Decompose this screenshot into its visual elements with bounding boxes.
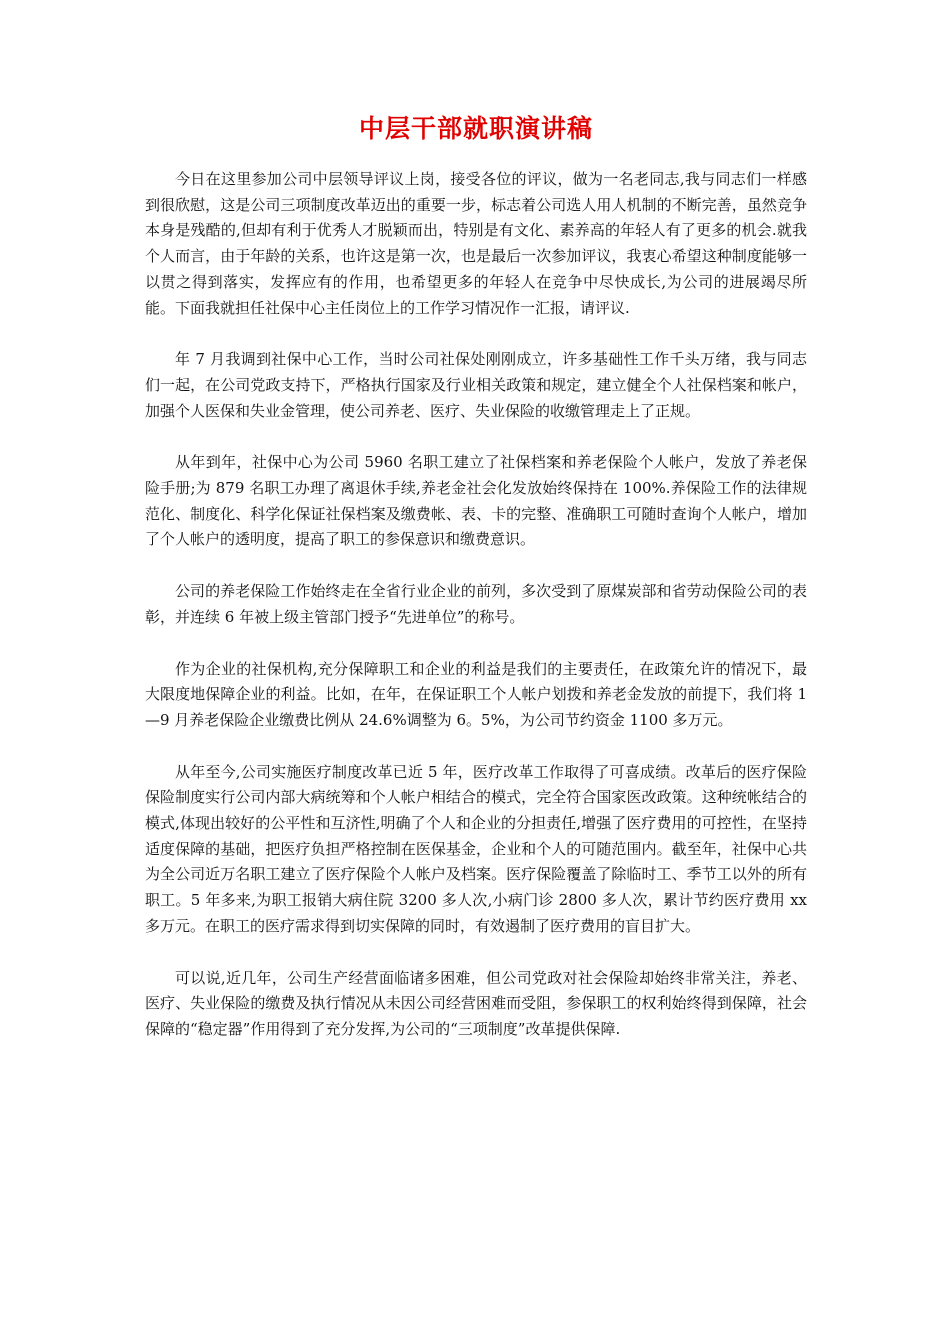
document-page: [145, 0, 807, 1069]
page-title: 中层干部就职演讲稿: [358, 114, 593, 143]
paragraph-2: 年 7 月我调到社保中心工作，当时公司社保处刚刚成立，许多基础性工作千头万绪，我与同志们一起，在公司党政支持下，严格执行国家及行业相关政策和规定，建立健全个人社保档案和帐户，加强个人医保和失业金管理，使公司养老、医疗、失业保险的收缴管理走上了正规。: [145, 350, 807, 420]
paragraph-6: 从年至今,公司实施医疗制度改革已近 5 年，医疗改革工作取得了可喜成绩。改革后的医疗保险保险制度实行公司内部大病统筹和个人帐户相结合的模式，完全符合国家医改政策。这种统帐结合的模式,体现出较好的公平性和互济性,明确了个人和企业的分担责任,增强了医疗费用的可控性，在坚持适度保障的基础，把医疗负担严格控制在医保基金，企业和个人的可随范围内。截至年，社保中心共为全公司近万名职工建立了医疗保险个人帐户及档案。医疗保险覆盖了除临时工、季节工以外的所有职工。5 年多来,为职工报销大病住院 3200 多人次,小病门诊 2800 多人次，累计节约医疗费用 xx 多万元。在职工的医疗需求得到切实保障的同时，有效遏制了医疗费用的盲目扩大。: [145, 762, 807, 935]
paragraph-4: 公司的养老保险工作始终走在全省行业企业的前列，多次受到了原煤炭部和省劳动保险公司的表彰，并连续 6 年被上级主管部门授予“先进单位”的称号。: [145, 582, 807, 626]
paragraph-7: 可以说,近几年，公司生产经营面临诸多困难，但公司党政对社会保险却始终非常关注，养老、医疗、失业保险的缴费及执行情况从未因公司经营困难而受阻，参保职工的权利始终得到保障，社会保障的“稳定器”作用得到了充分发挥,为公司的“三项制度”改革提供保障.: [145, 968, 807, 1038]
paragraph-5: 作为企业的社保机构,充分保障职工和企业的利益是我们的主要责任，在政策允许的情况下，最大限度地保障企业的利益。比如，在年，在保证职工个人帐户划拨和养老金发放的前提下，我们将 1—9 月养老保险企业缴费比例从 24.6%调整为 6。5%，为公司节约资金 1100 多万元。: [145, 659, 807, 729]
document-body: [145, 167, 807, 1043]
paragraph-1: 今日在这里参加公司中层领导评议上岗，接受各位的评议，做为一名老同志,我与同志们一样感到很欣慰，这是公司三项制度改革迈出的重要一步，标志着公司选人用人机制的不断完善，虽然竞争本身是残酷的,但却有利于优秀人才脱颖而出，特别是有文化、素养高的年轻人有了更多的机会.就我个人而言，由于年龄的关系，也许这是第一次，也是最后一次参加评议，我衷心希望这种制度能够一以贯之得到落实，发挥应有的作用，也希望更多的年轻人在竞争中尽快成长,为公司的进展竭尽所能。下面我就担任社保中心主任岗位上的工作学习情况作一汇报，请评议.: [145, 170, 807, 317]
paragraph-3: 从年到年，社保中心为公司 5960 名职工建立了社保档案和养老保险个人帐户，发放了养老保险手册;为 879 名职工办理了离退休手续,养老金社会化发放始终保持在 100%.养保险工作的法律规范化、制度化、科学化保证社保档案及缴费帐、表、卡的完整、准确职工可随时查询个人帐户，增加了个人帐户的透明度，提高了职工的参保意识和缴费意识。: [145, 453, 807, 549]
